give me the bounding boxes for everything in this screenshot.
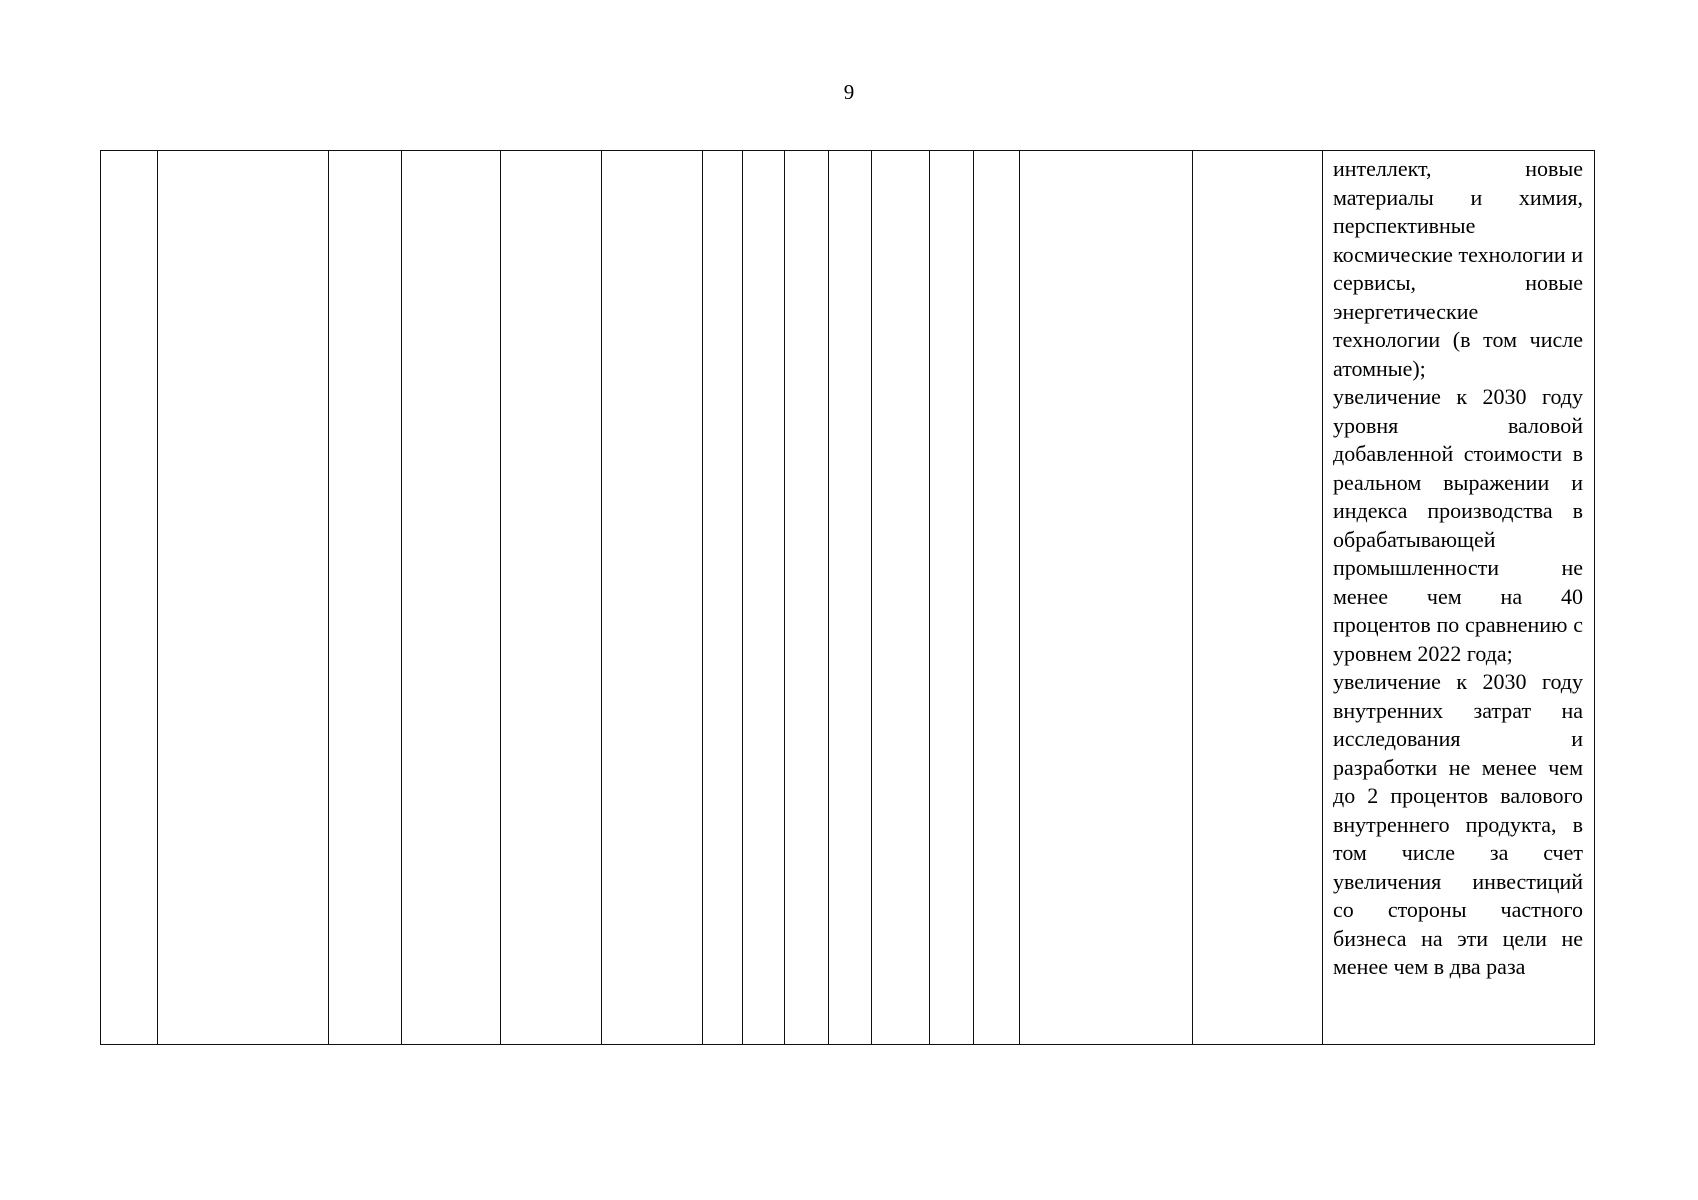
table-cell-3	[329, 151, 402, 1045]
table-cell-5	[501, 151, 602, 1045]
table-cell-13	[974, 151, 1020, 1045]
table-cell-1	[101, 151, 158, 1045]
table-cell-14	[1020, 151, 1193, 1045]
targets-text-cell	[1323, 151, 1595, 1045]
paragraph-manufacturing-growth: увеличение к 2030 году уровня валовой добавленной стоимости в реальном выражении и индекса производства в обрабатывающей промышленности не менее чем на 40 процентов по сравнению с уровнем 2022 года;	[1333, 384, 1583, 666]
targets-text	[1333, 155, 1583, 982]
page-number: 9	[843, 80, 855, 104]
paragraph-research-spending: увеличение к 2030 году внутренних затрат на исследования и разработки не менее чем до 2 процентов валового внутреннего продукта, в том числе за счет увеличения инвестиций со стороны частного бизнеса на эти цели не менее чем в два раза	[1333, 669, 1583, 979]
table-cell-12	[930, 151, 974, 1045]
table-cell-10	[829, 151, 872, 1045]
continuation-table	[100, 150, 1595, 1045]
table-row	[101, 151, 1595, 1045]
table-cell-9	[785, 151, 829, 1045]
paragraph-tech-directions: интеллект, новые материалы и химия, перспективные космические технологии и сервисы, новые энергетические технологии (в том числе атомные);	[1333, 156, 1583, 381]
table-cell-8	[743, 151, 785, 1045]
table-cell-2	[158, 151, 329, 1045]
table-cell-15	[1193, 151, 1323, 1045]
table-cell-11	[872, 151, 930, 1045]
table-cell-6	[602, 151, 703, 1045]
table-cell-7	[703, 151, 743, 1045]
table-cell-4	[402, 151, 501, 1045]
